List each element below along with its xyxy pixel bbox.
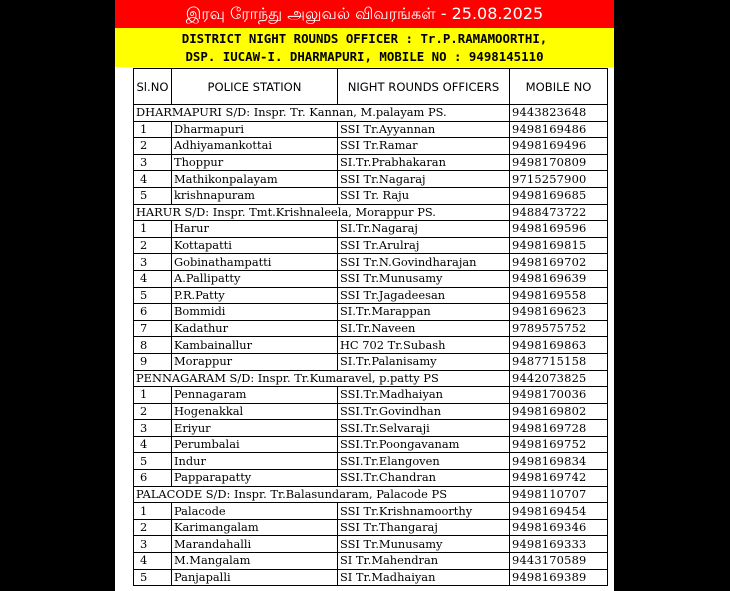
cell-slno: 1 [134,387,172,404]
section-mobile: 9498110707 [510,486,608,503]
cell-police-station: Gobinathampatti [172,254,338,271]
cell-officer: SSI.Tr.Selvaraji [338,420,510,437]
cell-officer: SSI Tr.Ramar [338,138,510,155]
cell-police-station: Morappur [172,353,338,370]
title-banner [115,0,614,28]
cell-police-station: Marandahalli [172,536,338,553]
cell-mobile: 9498169596 [510,221,608,238]
cell-slno: 5 [134,287,172,304]
cell-slno: 2 [134,403,172,420]
cell-police-station: A.Pallipatty [172,270,338,287]
table-body [134,105,608,586]
table-row [134,436,608,453]
cell-mobile: 9498169863 [510,337,608,354]
table-row [134,420,608,437]
cell-police-station: Thoppur [172,154,338,171]
officer-line-1: DISTRICT NIGHT ROUNDS OFFICER : Tr.P.RAMAMOORTHI, [181,31,548,46]
cell-mobile: 9498169752 [510,436,608,453]
cell-officer: SSI.Tr.Chandran [338,470,510,487]
section-mobile: 9443823648 [510,105,608,122]
table-row [134,503,608,520]
cell-mobile: 9789575752 [510,320,608,337]
table-row [134,569,608,586]
cell-mobile: 9443170589 [510,553,608,570]
cell-slno: 1 [134,221,172,238]
section-title: PALACODE S/D: Inspr. Tr.Balasundaram, Palacode PS [134,486,510,503]
night-rounds-table [133,68,608,586]
cell-mobile: 9498169742 [510,470,608,487]
cell-police-station: Panjapalli [172,569,338,586]
cell-officer: SSI Tr.Arulraj [338,237,510,254]
section-row [134,370,608,387]
section-title: DHARMAPURI S/D: Inspr. Tr. Kannan, M.palayam PS. [134,105,510,122]
cell-officer: SSI.Tr.Elangoven [338,453,510,470]
header-slno: Sl.NO [134,69,172,105]
cell-officer: SI.Tr.Prabhakaran [338,154,510,171]
cell-slno: 3 [134,154,172,171]
section-mobile: 9442073825 [510,370,608,387]
officer-line-2: DSP. IUCAW-I. DHARMAPURI, MOBILE NO : 9498145110 [185,49,544,64]
table-row [134,287,608,304]
cell-police-station: Harur [172,221,338,238]
cell-slno: 6 [134,470,172,487]
cell-mobile: 9498169639 [510,270,608,287]
table-row [134,304,608,321]
cell-officer: SSI Tr.Ayyannan [338,121,510,138]
cell-slno: 3 [134,420,172,437]
table-row [134,536,608,553]
cell-slno: 8 [134,337,172,354]
table-row [134,453,608,470]
cell-police-station: M.Mangalam [172,553,338,570]
cell-mobile: 9498169702 [510,254,608,271]
cell-officer: SI Tr.Madhaiyan [338,569,510,586]
cell-slno: 4 [134,270,172,287]
cell-police-station: Perumbalai [172,436,338,453]
cell-officer: SSI Tr.Nagaraj [338,171,510,188]
cell-police-station: Palacode [172,503,338,520]
cell-police-station: Papparapatty [172,470,338,487]
cell-police-station: Kottapatti [172,237,338,254]
table-row [134,519,608,536]
table-row [134,387,608,404]
table-row [134,320,608,337]
cell-mobile: 9498169685 [510,187,608,204]
cell-mobile: 9498169389 [510,569,608,586]
table-row [134,187,608,204]
section-title: HARUR S/D: Inspr. Tmt.Krishnaleela, Morappur PS. [134,204,510,221]
header-police-station: POLICE STATION [172,69,338,105]
cell-officer: SI.Tr.Palanisamy [338,353,510,370]
cell-police-station: P.R.Patty [172,287,338,304]
cell-police-station: Pennagaram [172,387,338,404]
cell-mobile: 9498169333 [510,536,608,553]
table-row [134,254,608,271]
cell-slno: 1 [134,503,172,520]
cell-officer: SSI Tr.Thangaraj [338,519,510,536]
cell-officer: SSI.Tr.Govindhan [338,403,510,420]
table-row [134,154,608,171]
district-officer-block [115,28,614,67]
cell-mobile: 9498169815 [510,237,608,254]
cell-mobile: 9715257900 [510,171,608,188]
cell-mobile: 9498169728 [510,420,608,437]
cell-police-station: Dharmapuri [172,121,338,138]
table-row [134,237,608,254]
table-row [134,270,608,287]
cell-police-station: Eriyur [172,420,338,437]
cell-slno: 7 [134,320,172,337]
table-row [134,553,608,570]
section-row [134,105,608,122]
table-row [134,121,608,138]
cell-slno: 2 [134,138,172,155]
cell-slno: 5 [134,187,172,204]
cell-mobile: 9498170036 [510,387,608,404]
table-row [134,138,608,155]
section-title: PENNAGARAM S/D: Inspr. Tr.Kumaravel, p.patty PS [134,370,510,387]
table-row [134,221,608,238]
cell-mobile: 9498170809 [510,154,608,171]
cell-slno: 4 [134,553,172,570]
cell-slno: 6 [134,304,172,321]
cell-officer: SSI.Tr.Madhaiyan [338,387,510,404]
cell-police-station: Kadathur [172,320,338,337]
cell-officer: SSI Tr.Munusamy [338,270,510,287]
cell-officer: SSI Tr.Munusamy [338,536,510,553]
cell-mobile: 9498169558 [510,287,608,304]
cell-officer: SSI Tr.Jagadeesan [338,287,510,304]
cell-mobile: 9498169802 [510,403,608,420]
table-row [134,171,608,188]
table-row [134,353,608,370]
cell-slno: 1 [134,121,172,138]
cell-mobile: 9498169486 [510,121,608,138]
cell-mobile: 9498169454 [510,503,608,520]
cell-police-station: Kambainallur [172,337,338,354]
header-night-rounds-officers: NIGHT ROUNDS OFFICERS [338,69,510,105]
cell-mobile: 9498169346 [510,519,608,536]
cell-police-station: Mathikonpalayam [172,171,338,188]
section-row [134,486,608,503]
document-page [115,0,614,591]
cell-slno: 5 [134,569,172,586]
cell-officer: SI.Tr.Naveen [338,320,510,337]
cell-mobile: 9498169623 [510,304,608,321]
cell-slno: 3 [134,536,172,553]
table-row [134,403,608,420]
cell-mobile: 9498169834 [510,453,608,470]
cell-slno: 9 [134,353,172,370]
cell-officer: SI.Tr.Marappan [338,304,510,321]
banner-title: இரவு ரோந்து அலுவல் விவரங்கள் - 25.08.2025 [185,4,544,23]
cell-officer: SSI Tr.N.Govindharajan [338,254,510,271]
cell-police-station: Karimangalam [172,519,338,536]
cell-slno: 2 [134,237,172,254]
cell-officer: SSI.Tr.Poongavanam [338,436,510,453]
table-row [134,337,608,354]
table-row [134,470,608,487]
cell-mobile: 9487715158 [510,353,608,370]
cell-slno: 5 [134,453,172,470]
cell-slno: 3 [134,254,172,271]
cell-police-station: krishnapuram [172,187,338,204]
cell-slno: 2 [134,519,172,536]
cell-officer: SI.Tr.Nagaraj [338,221,510,238]
cell-mobile: 9498169496 [510,138,608,155]
header-mobile-no: MOBILE NO [510,69,608,105]
cell-slno: 4 [134,171,172,188]
cell-police-station: Bommidi [172,304,338,321]
cell-officer: HC 702 Tr.Subash [338,337,510,354]
cell-police-station: Hogenakkal [172,403,338,420]
table-header-row [134,69,608,105]
section-mobile: 9488473722 [510,204,608,221]
cell-police-station: Adhiyamankottai [172,138,338,155]
cell-police-station: Indur [172,453,338,470]
cell-officer: SI Tr.Mahendran [338,553,510,570]
cell-slno: 4 [134,436,172,453]
section-row [134,204,608,221]
cell-officer: SSI Tr. Raju [338,187,510,204]
cell-officer: SSI Tr.Krishnamoorthy [338,503,510,520]
